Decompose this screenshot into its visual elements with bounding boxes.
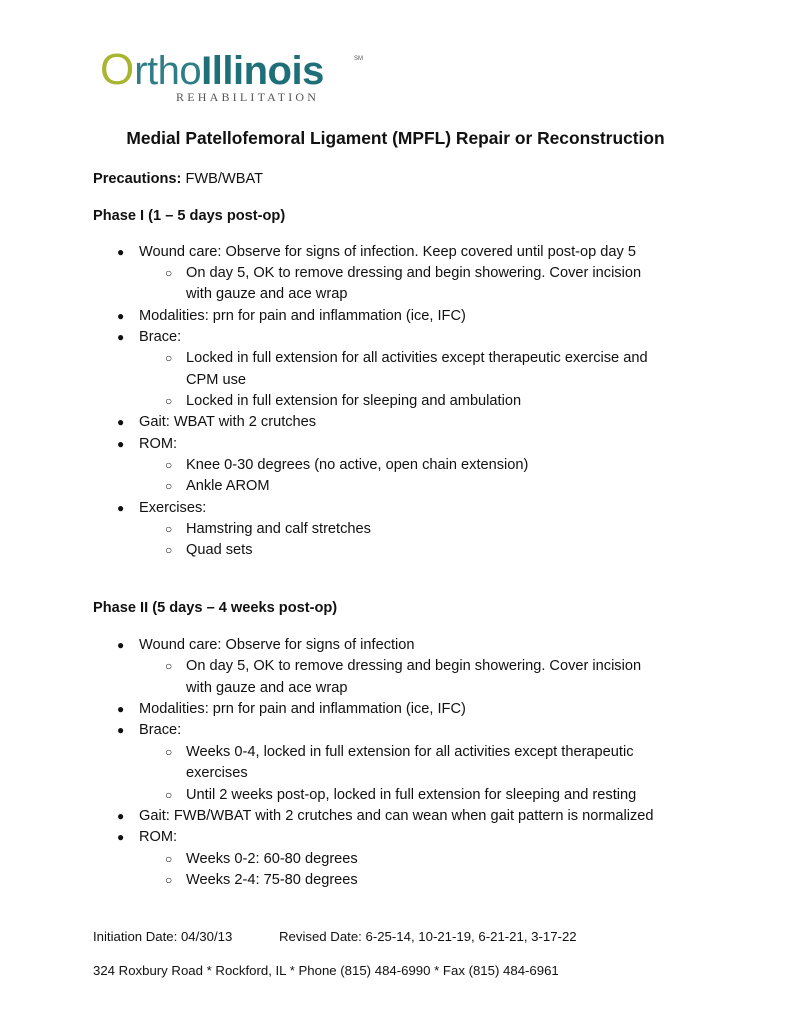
bullet-icon: ● xyxy=(117,723,125,737)
bullet-icon: ● xyxy=(117,830,125,844)
logo-wordmark: OrthoIllinois xyxy=(100,45,324,94)
phase1-wound-sub: On day 5, OK to remove dressing and begin showering. Cover incision xyxy=(186,265,642,281)
phase1-modalities: Modalities: prn for pain and inflammation (ice, IFC) xyxy=(139,308,466,324)
phase2-brace: Brace: xyxy=(139,722,182,738)
phase2-gait: Gait: FWB/WBAT with 2 crutches and can wean when gait pattern is normalized xyxy=(139,808,654,824)
bullet-icon: ● xyxy=(117,638,125,652)
sub-bullet-icon: ○ xyxy=(165,266,173,280)
bullet-icon: ● xyxy=(117,245,125,259)
bullet-icon: ● xyxy=(117,702,125,716)
footer-address: 324 Roxbury Road * Rockford, IL * Phone (815) 484-6990 * Fax (815) 484-6961 xyxy=(93,963,559,978)
phase2-wound-sub-cont: with gauze and ace wrap xyxy=(186,680,348,696)
sub-bullet-icon: ○ xyxy=(165,543,173,557)
sub-bullet-icon: ○ xyxy=(165,852,173,866)
sub-bullet-icon: ○ xyxy=(165,659,173,673)
phase1-ex-sub2: Quad sets xyxy=(186,542,253,558)
bullet-icon: ● xyxy=(117,415,125,429)
sub-bullet-icon: ○ xyxy=(165,458,173,472)
phase1-brace-sub1: Locked in full extension for all activities except therapeutic exercise and xyxy=(186,350,648,366)
phase1-rom-sub1: Knee 0-30 degrees (no active, open chain extension) xyxy=(186,457,529,473)
sub-bullet-icon: ○ xyxy=(165,479,173,493)
precautions: Precautions: FWB/WBAT xyxy=(93,171,264,187)
phase1-brace-sub2: Locked in full extension for sleeping and ambulation xyxy=(186,393,522,409)
sub-bullet-icon: ○ xyxy=(165,522,173,536)
bullet-icon: ● xyxy=(117,309,125,323)
phase1-exercises: Exercises: xyxy=(139,500,207,516)
phase2-brace-sub2: Until 2 weeks post-op, locked in full extension for sleeping and resting xyxy=(186,787,637,803)
phase2-wound-sub: On day 5, OK to remove dressing and begin showering. Cover incision xyxy=(186,658,642,674)
bullet-icon: ● xyxy=(117,809,125,823)
sub-bullet-icon: ○ xyxy=(165,745,173,759)
phase1-rom-sub2: Ankle AROM xyxy=(186,478,270,494)
phase1-ex-sub1: Hamstring and calf stretches xyxy=(186,521,371,537)
phase1-wound-sub-cont: with gauze and ace wrap xyxy=(186,286,348,302)
phase1-brace-sub1-cont: CPM use xyxy=(186,372,247,388)
phase1-brace: Brace: xyxy=(139,329,182,345)
logo xyxy=(100,45,370,106)
sub-bullet-icon: ○ xyxy=(165,351,173,365)
initiation-date: Initiation Date: 04/30/13 xyxy=(93,929,233,944)
bullet-icon: ● xyxy=(117,437,125,451)
phase1-heading: Phase I (1 – 5 days post-op) xyxy=(93,208,286,224)
phase2-heading: Phase II (5 days – 4 weeks post-op) xyxy=(93,600,338,616)
bullet-icon: ● xyxy=(117,330,125,344)
bullet-icon: ● xyxy=(117,501,125,515)
phase2-rom-sub1: Weeks 0-2: 60-80 degrees xyxy=(186,851,358,867)
revised-date: Revised Date: 6-25-14, 10-21-19, 6-21-21, 3-17-22 xyxy=(279,929,577,944)
phase2-modalities: Modalities: prn for pain and inflammation (ice, IFC) xyxy=(139,701,466,717)
document-title: Medial Patellofemoral Ligament (MPFL) Repair or Reconstruction xyxy=(126,128,665,148)
phase1-gait: Gait: WBAT with 2 crutches xyxy=(139,414,317,430)
logo-service-mark: SM xyxy=(354,56,363,62)
phase2-rom: ROM: xyxy=(139,829,178,845)
phase1-wound: Wound care: Observe for signs of infection. Keep covered until post-op day 5 xyxy=(139,244,637,260)
phase2-rom-sub2: Weeks 2-4: 75-80 degrees xyxy=(186,872,358,888)
phase2-brace-sub1: Weeks 0-4, locked in full extension for all activities except therapeutic xyxy=(186,744,634,760)
phase1-rom: ROM: xyxy=(139,436,178,452)
sub-bullet-icon: ○ xyxy=(165,873,173,887)
sub-bullet-icon: ○ xyxy=(165,394,173,408)
sub-bullet-icon: ○ xyxy=(165,788,173,802)
phase2-wound: Wound care: Observe for signs of infection xyxy=(139,637,415,653)
logo-subtitle: REHABILITATION xyxy=(176,90,320,104)
phase2-brace-sub1-cont: exercises xyxy=(186,765,248,781)
